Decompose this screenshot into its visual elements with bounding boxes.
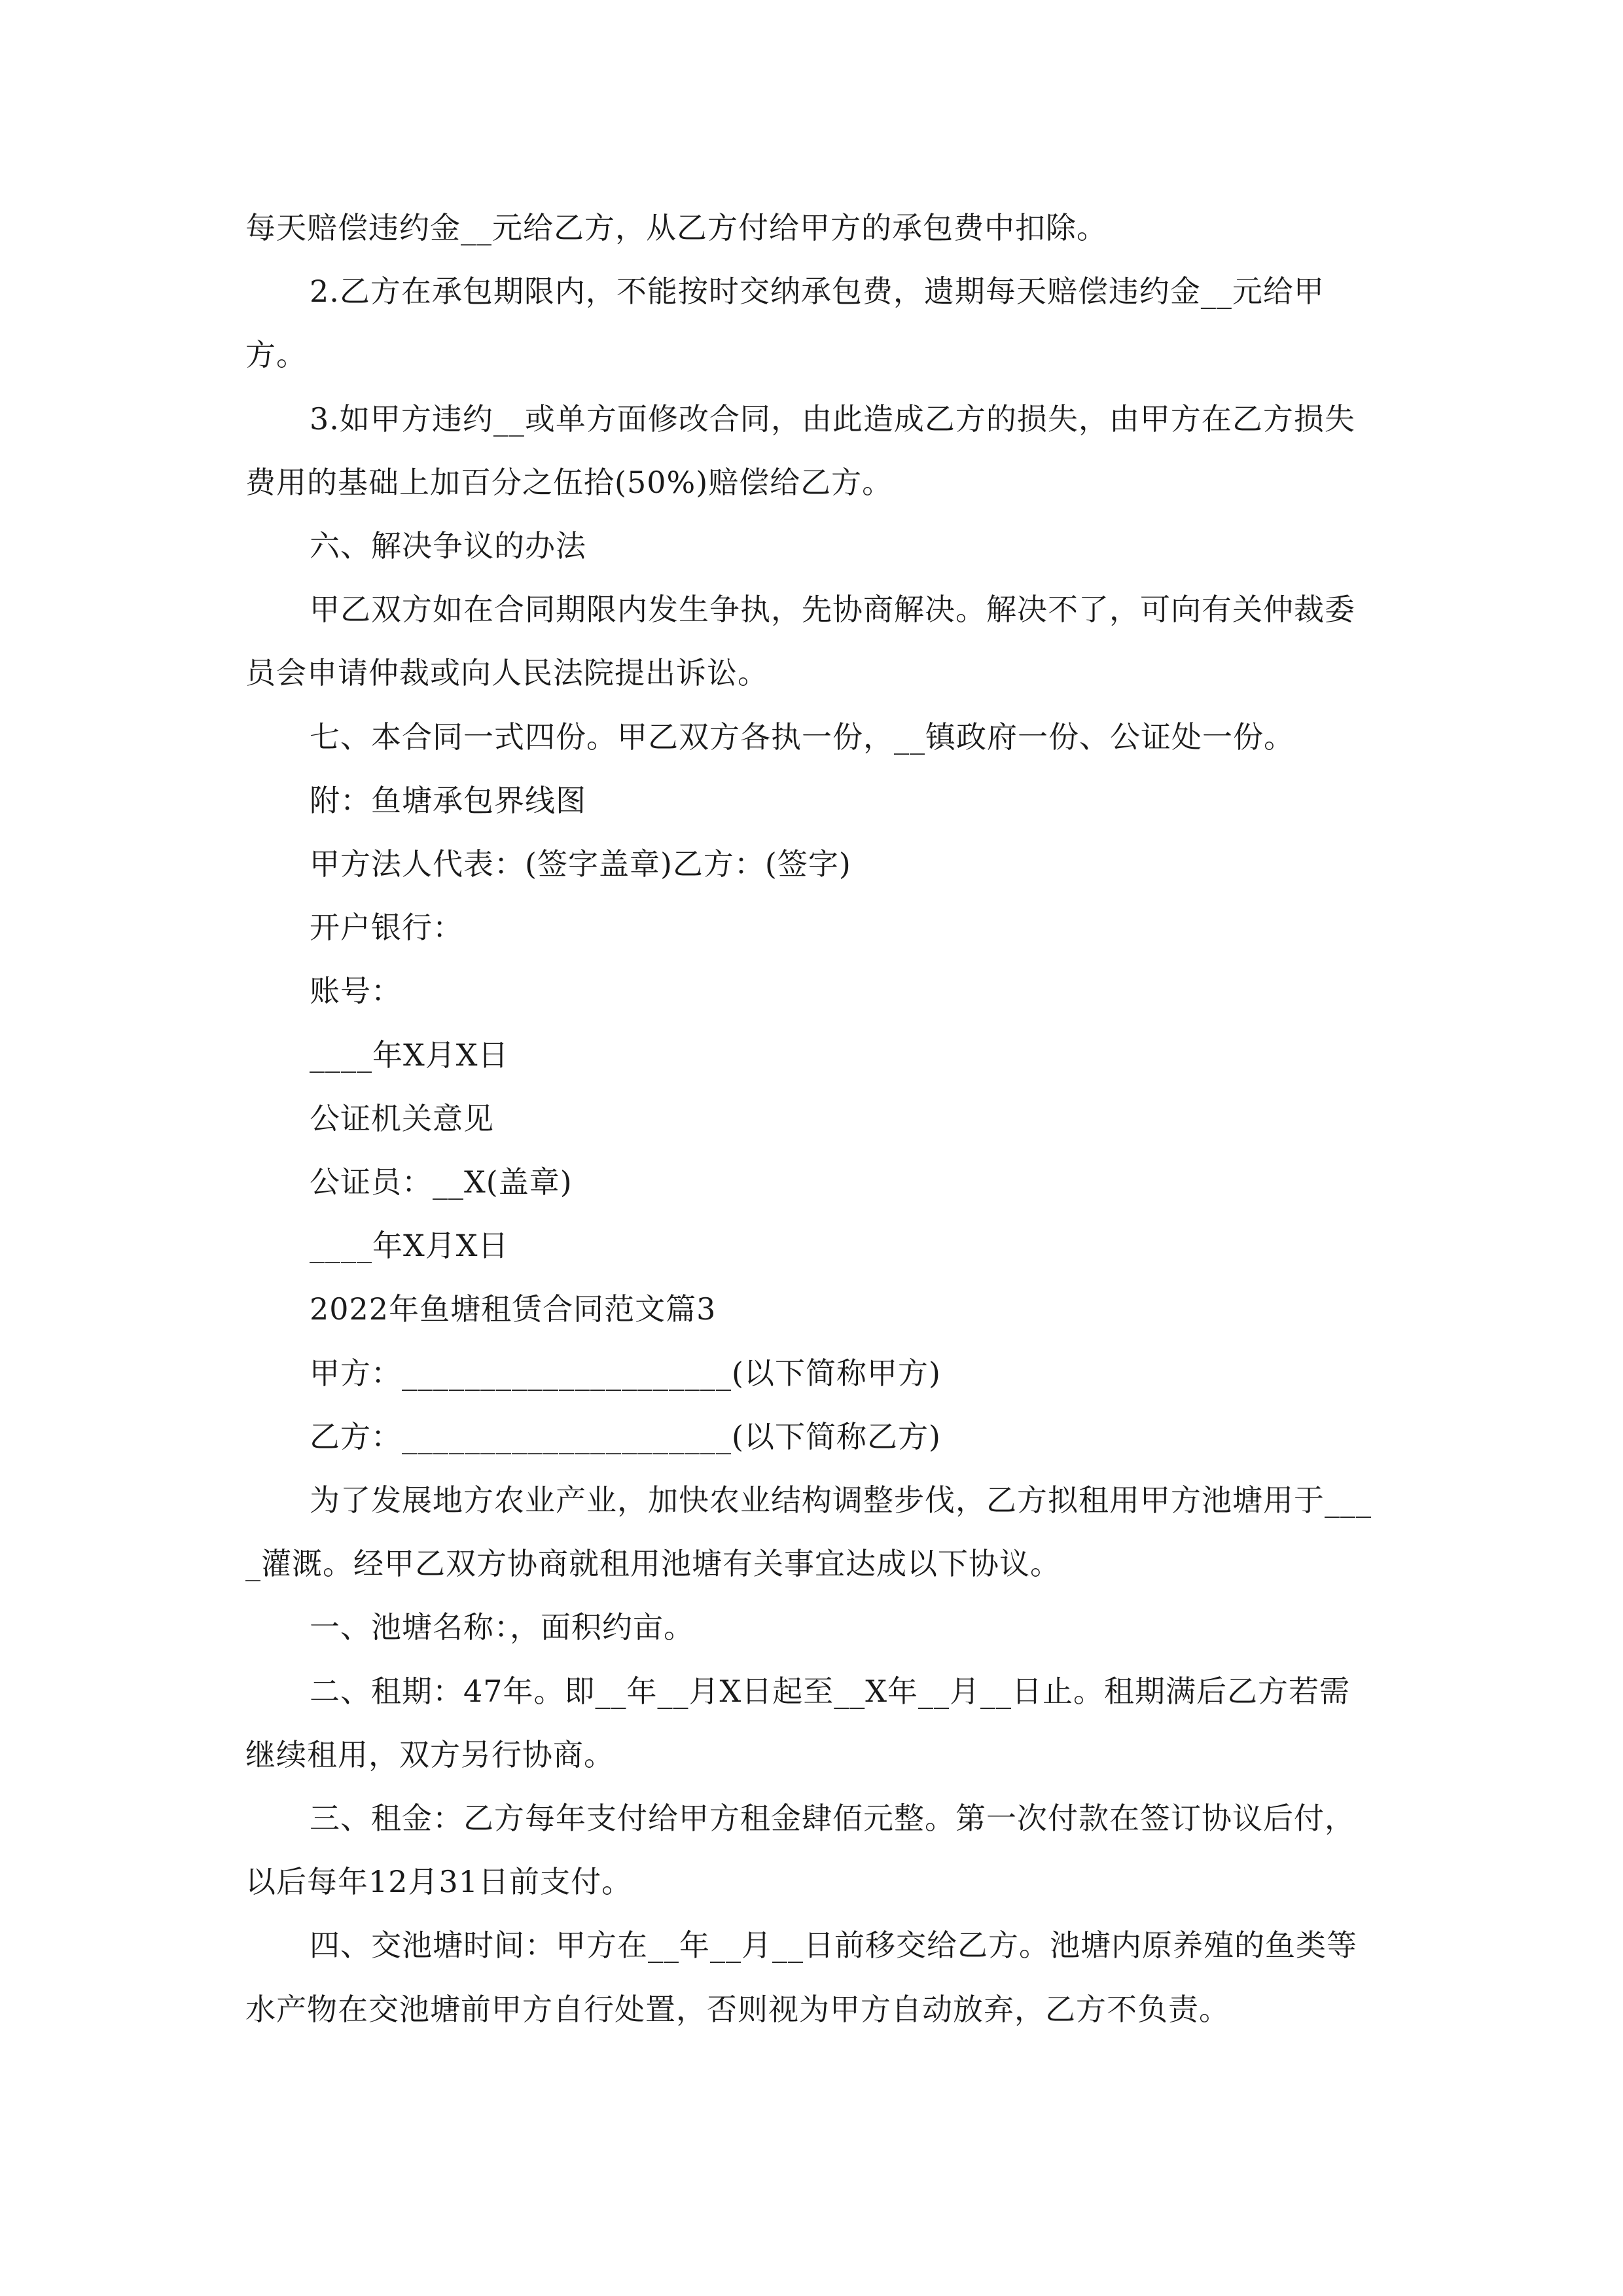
paragraph: 3.如甲方违约__或单方面修改合同，由此造成乙方的损失，由甲方在乙方损失费用的基础上加百分之伍拾(50%)赔偿给乙方。 bbox=[245, 401, 1355, 500]
signature-line: 甲方法人代表：(签字盖章)乙方：(签字) bbox=[310, 846, 851, 882]
clause: 三、租金：乙方每年支付给甲方租金肆佰元整。第一次付款在签订协议后付，以后每年12月31日前支付。 bbox=[245, 1801, 1355, 1900]
paragraph: 2.乙方在承包期限内，不能按时交纳承包费，遗期每天赔偿违约金__元给甲方。 bbox=[245, 274, 1325, 373]
party-a-line: 甲方：_____________________(以下简称甲方) bbox=[310, 1355, 941, 1391]
clause: 一、池塘名称：，面积约亩。 bbox=[310, 1609, 694, 1645]
paragraph: 为了发展地方农业产业，加快农业结构调整步伐，乙方拟租用甲方池塘用于____灌溉。经甲乙双方协商就租用池塘有关事宜达成以下协议。 bbox=[245, 1482, 1372, 1582]
document-title: 2022年鱼塘租赁合同范文篇3 bbox=[310, 1291, 717, 1327]
notary-line: 公证员：__X(盖章) bbox=[310, 1164, 573, 1200]
clause: 二、租期：47年。即__年__月X日起至__X年__月__日止。租期满后乙方若需继续租用，双方另行协商。 bbox=[245, 1673, 1351, 1772]
clause: 四、交池塘时间：甲方在__年__月__日前移交给乙方。池塘内原养殖的鱼类等水产物在交池塘前甲方自行处置，否则视为甲方自动放弃，乙方不负责。 bbox=[245, 1928, 1357, 2027]
paragraph: 每天赔偿违约金__元给乙方，从乙方付给甲方的承包费中扣除。 bbox=[245, 210, 1107, 245]
date-line: ____年X月X日 bbox=[310, 1037, 509, 1073]
bank-line: 开户银行： bbox=[310, 910, 463, 946]
date-line: ____年X月X日 bbox=[310, 1228, 509, 1264]
party-b-line: 乙方：_____________________(以下简称乙方) bbox=[310, 1418, 941, 1454]
paragraph: 甲乙双方如在合同期限内发生争执，先协商解决。解决不了，可向有关仲裁委员会申请仲裁或向人民法院提出诉讼。 bbox=[245, 592, 1355, 691]
account-line: 账号： bbox=[310, 973, 402, 1009]
paragraph: 附：鱼塘承包界线图 bbox=[310, 782, 586, 818]
section-heading: 六、解决争议的办法 bbox=[310, 528, 586, 564]
section-heading: 公证机关意见 bbox=[310, 1100, 494, 1136]
section-heading: 七、本合同一式四份。甲乙双方各执一份，__镇政府一份、公证处一份。 bbox=[310, 719, 1294, 755]
document-body bbox=[245, 196, 1378, 2041]
